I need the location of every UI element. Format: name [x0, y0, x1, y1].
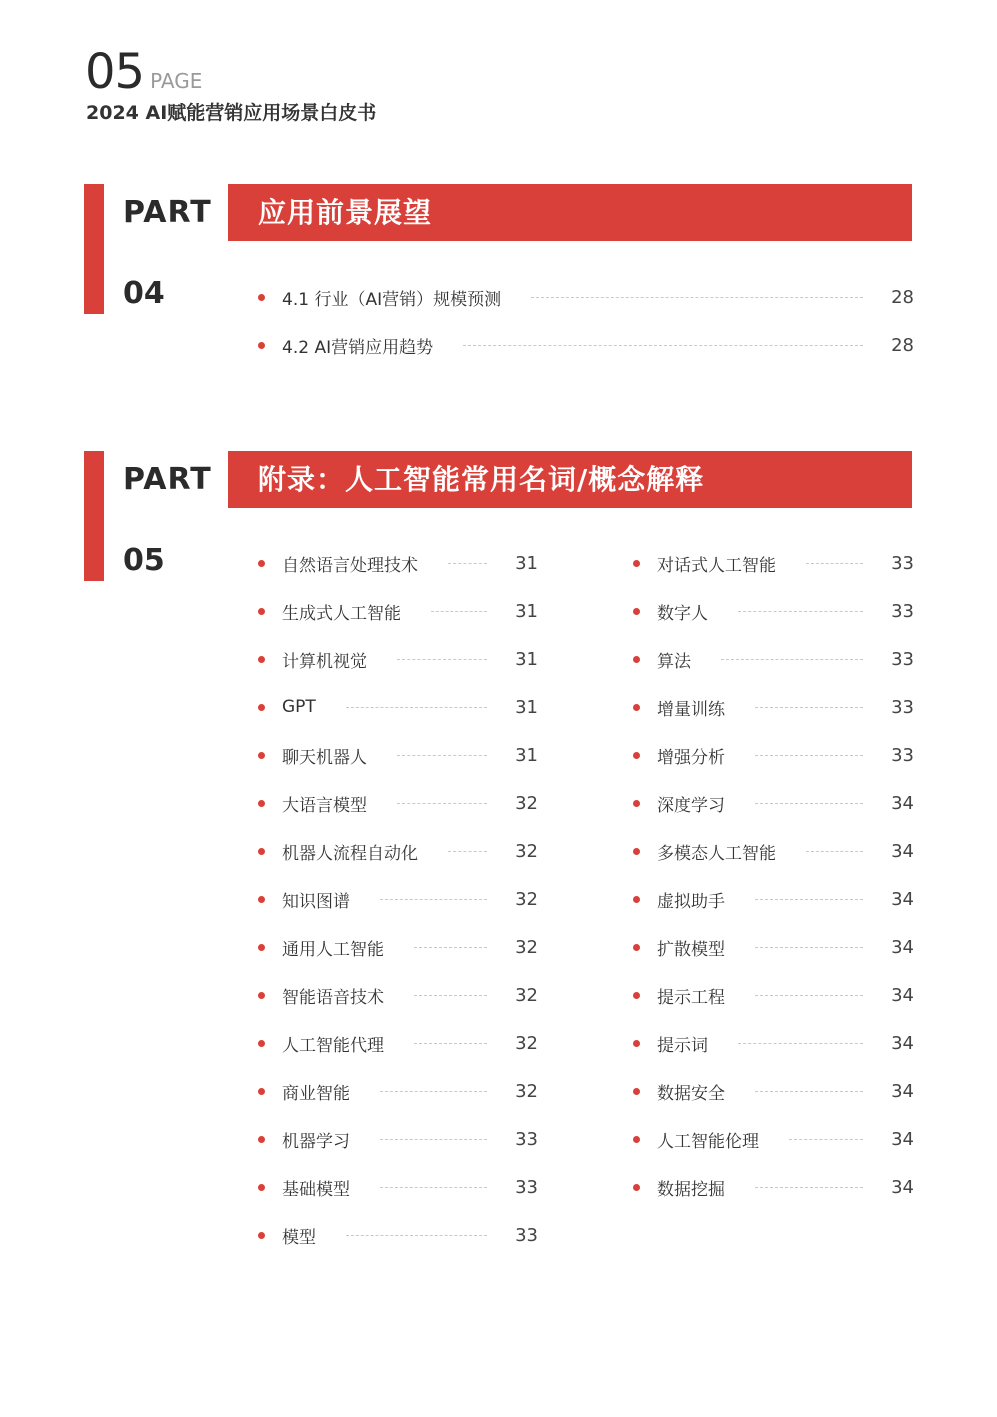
page-label: PAGE	[150, 69, 203, 93]
toc-entry[interactable]	[633, 1175, 914, 1199]
dotted-leader	[448, 563, 487, 564]
toc-entry-page: 33	[891, 600, 914, 622]
part-04-word: PART	[123, 195, 212, 230]
toc-entry-page: 34	[891, 888, 914, 910]
dotted-leader	[806, 851, 863, 852]
bullet-dot-icon	[258, 800, 265, 807]
toc-entry[interactable]	[258, 1031, 538, 1055]
dotted-leader	[380, 899, 487, 900]
part-05-accent-bar	[84, 451, 104, 581]
part-04-accent-bar	[84, 184, 104, 314]
dotted-leader	[738, 1043, 863, 1044]
toc-entry-label: 对话式人工智能	[657, 555, 776, 576]
dotted-leader	[346, 707, 487, 708]
toc-entry-label: 机器人流程自动化	[282, 843, 418, 864]
toc-entry-label: 商业智能	[282, 1083, 350, 1104]
toc-entry-page: 34	[891, 1032, 914, 1054]
part-05-word: PART	[123, 462, 212, 497]
bullet-dot-icon	[258, 1040, 265, 1047]
toc-entry[interactable]	[258, 551, 538, 575]
part-05-number: 05	[123, 543, 165, 578]
toc-entry-page: 34	[891, 1128, 914, 1150]
toc-entry[interactable]	[633, 1031, 914, 1055]
toc-entry-page: 33	[515, 1176, 538, 1198]
toc-entry-page: 34	[891, 1080, 914, 1102]
dotted-leader	[755, 995, 863, 996]
dotted-leader	[755, 1187, 863, 1188]
toc-entry[interactable]	[633, 647, 914, 671]
dotted-leader	[414, 1043, 487, 1044]
toc-entry-label: 多模态人工智能	[657, 843, 776, 864]
dotted-leader	[755, 803, 863, 804]
toc-entry-page: 33	[515, 1128, 538, 1150]
toc-entry[interactable]	[633, 1127, 914, 1151]
toc-entry[interactable]	[258, 1127, 538, 1151]
dotted-leader	[380, 1091, 487, 1092]
dotted-leader	[721, 659, 863, 660]
bullet-dot-icon	[258, 896, 265, 903]
toc-entry-label: 虚拟助手	[657, 891, 725, 912]
part-04-title: 应用前景展望	[258, 196, 433, 229]
bullet-dot-icon	[258, 294, 265, 301]
toc-entry-page: 34	[891, 984, 914, 1006]
toc-entry-page: 34	[891, 840, 914, 862]
toc-entry-label: 提示工程	[657, 987, 725, 1008]
toc-entry-page: 28	[891, 334, 914, 356]
bullet-dot-icon	[633, 704, 640, 711]
toc-entry-page: 32	[515, 888, 538, 910]
toc-entry-page: 33	[891, 648, 914, 670]
toc-entry-label: 4.1 行业（AI营销）规模预测	[282, 289, 502, 310]
bullet-dot-icon	[258, 704, 265, 711]
bullet-dot-icon	[633, 992, 640, 999]
toc-entry-page: 32	[515, 984, 538, 1006]
dotted-leader	[380, 1139, 487, 1140]
toc-entry-label: 计算机视觉	[282, 651, 367, 672]
bullet-dot-icon	[633, 608, 640, 615]
toc-entry-label: 增强分析	[657, 747, 725, 768]
toc-entry-label: 通用人工智能	[282, 939, 384, 960]
toc-entry[interactable]	[258, 791, 538, 815]
bullet-dot-icon	[258, 656, 265, 663]
document-title: 2024 AI赋能营销应用场景白皮书	[86, 102, 377, 124]
dotted-leader	[380, 1187, 487, 1188]
bullet-dot-icon	[258, 944, 265, 951]
toc-entry[interactable]	[633, 791, 914, 815]
toc-entry-label: 知识图谱	[282, 891, 350, 912]
bullet-dot-icon	[633, 1184, 640, 1191]
dotted-leader	[755, 1091, 863, 1092]
dotted-leader	[463, 345, 863, 346]
dotted-leader	[738, 611, 863, 612]
toc-entry-page: 31	[515, 648, 538, 670]
toc-entry[interactable]	[258, 1223, 538, 1247]
bullet-dot-icon	[258, 992, 265, 999]
toc-entry-label: 数字人	[657, 603, 708, 624]
dotted-leader	[397, 803, 487, 804]
toc-entry-label: 人工智能代理	[282, 1035, 384, 1056]
bullet-dot-icon	[258, 1184, 265, 1191]
dotted-leader	[431, 611, 487, 612]
dotted-leader	[755, 947, 863, 948]
dotted-leader	[755, 899, 863, 900]
bullet-dot-icon	[258, 560, 265, 567]
toc-entry[interactable]	[258, 1079, 538, 1103]
bullet-dot-icon	[633, 896, 640, 903]
toc-entry-page: 34	[891, 936, 914, 958]
bullet-dot-icon	[633, 752, 640, 759]
page-number	[85, 46, 202, 98]
toc-entry[interactable]	[633, 695, 914, 719]
toc-entry-label: 聊天机器人	[282, 747, 367, 768]
toc-entry-label: 增量训练	[657, 699, 725, 720]
toc-entry-label: 基础模型	[282, 1179, 350, 1200]
toc-entry[interactable]	[633, 551, 914, 575]
toc-entry-page: 31	[515, 552, 538, 574]
bullet-dot-icon	[258, 608, 265, 615]
dotted-leader	[789, 1139, 863, 1140]
toc-entry-page: 33	[891, 552, 914, 574]
toc-entry-label: 4.2 AI营销应用趋势	[282, 337, 434, 358]
dotted-leader	[397, 755, 487, 756]
toc-entry[interactable]	[258, 285, 914, 309]
toc-entry[interactable]	[633, 887, 914, 911]
toc-entry-page: 33	[891, 744, 914, 766]
toc-entry[interactable]	[258, 1175, 538, 1199]
toc-entry[interactable]	[258, 887, 538, 911]
toc-entry-page: 31	[515, 744, 538, 766]
bullet-dot-icon	[258, 848, 265, 855]
part-05-title: 附录：人工智能常用名词/概念解释	[258, 463, 705, 496]
toc-entry[interactable]	[258, 333, 914, 357]
dotted-leader	[414, 947, 487, 948]
bullet-dot-icon	[258, 1232, 265, 1239]
part-04-banner	[228, 184, 912, 241]
toc-entry-label: 算法	[657, 651, 691, 672]
bullet-dot-icon	[633, 1088, 640, 1095]
bullet-dot-icon	[633, 944, 640, 951]
bullet-dot-icon	[258, 342, 265, 349]
toc-entry-label: 扩散模型	[657, 939, 725, 960]
toc-entry[interactable]	[633, 743, 914, 767]
bullet-dot-icon	[633, 560, 640, 567]
toc-entry-page: 31	[515, 600, 538, 622]
toc-entry[interactable]	[633, 599, 914, 623]
toc-entry-page: 32	[515, 1032, 538, 1054]
page-number-value: 05	[85, 44, 145, 100]
toc-entry[interactable]	[258, 983, 538, 1007]
toc-entry-page: 33	[891, 696, 914, 718]
toc-entry[interactable]	[633, 839, 914, 863]
toc-entry[interactable]	[258, 599, 538, 623]
toc-entry-label: 模型	[282, 1227, 316, 1248]
bullet-dot-icon	[633, 1040, 640, 1047]
dotted-leader	[755, 707, 863, 708]
bullet-dot-icon	[633, 656, 640, 663]
toc-entry-page: 34	[891, 792, 914, 814]
bullet-dot-icon	[633, 848, 640, 855]
toc-entry[interactable]	[258, 743, 538, 767]
toc-entry[interactable]	[258, 935, 538, 959]
toc-entry-page: 31	[515, 696, 538, 718]
dotted-leader	[531, 297, 863, 298]
toc-entry-page: 34	[891, 1176, 914, 1198]
toc-entry-label: 提示词	[657, 1035, 708, 1056]
toc-entry-label: 深度学习	[657, 795, 725, 816]
toc-entry-label: 数据挖掘	[657, 1179, 725, 1200]
toc-entry[interactable]	[633, 983, 914, 1007]
toc-entry[interactable]	[258, 647, 538, 671]
dotted-leader	[397, 659, 487, 660]
dotted-leader	[755, 755, 863, 756]
toc-entry-page: 32	[515, 840, 538, 862]
toc-entry-label: 生成式人工智能	[282, 603, 401, 624]
toc-entry-label: 智能语音技术	[282, 987, 384, 1008]
toc-entry[interactable]	[633, 935, 914, 959]
toc-entry[interactable]	[258, 839, 538, 863]
dotted-leader	[346, 1235, 487, 1236]
toc-entry-label: 人工智能伦理	[657, 1131, 759, 1152]
part-05-banner	[228, 451, 912, 508]
toc-entry-page: 32	[515, 1080, 538, 1102]
dotted-leader	[448, 851, 487, 852]
toc-entry-label: 自然语言处理技术	[282, 555, 418, 576]
toc-entry-label: 机器学习	[282, 1131, 350, 1152]
bullet-dot-icon	[633, 800, 640, 807]
bullet-dot-icon	[258, 752, 265, 759]
dotted-leader	[414, 995, 487, 996]
toc-entry-label: GPT	[282, 697, 316, 717]
toc-entry-page: 32	[515, 936, 538, 958]
bullet-dot-icon	[633, 1136, 640, 1143]
toc-entry-label: 数据安全	[657, 1083, 725, 1104]
toc-entry-page: 33	[515, 1224, 538, 1246]
bullet-dot-icon	[258, 1136, 265, 1143]
toc-entry[interactable]	[633, 1079, 914, 1103]
toc-entry-label: 大语言模型	[282, 795, 367, 816]
toc-entry[interactable]	[258, 695, 538, 719]
part-04-number: 04	[123, 276, 165, 311]
toc-entry-page: 28	[891, 286, 914, 308]
dotted-leader	[806, 563, 863, 564]
bullet-dot-icon	[258, 1088, 265, 1095]
toc-entry-page: 32	[515, 792, 538, 814]
